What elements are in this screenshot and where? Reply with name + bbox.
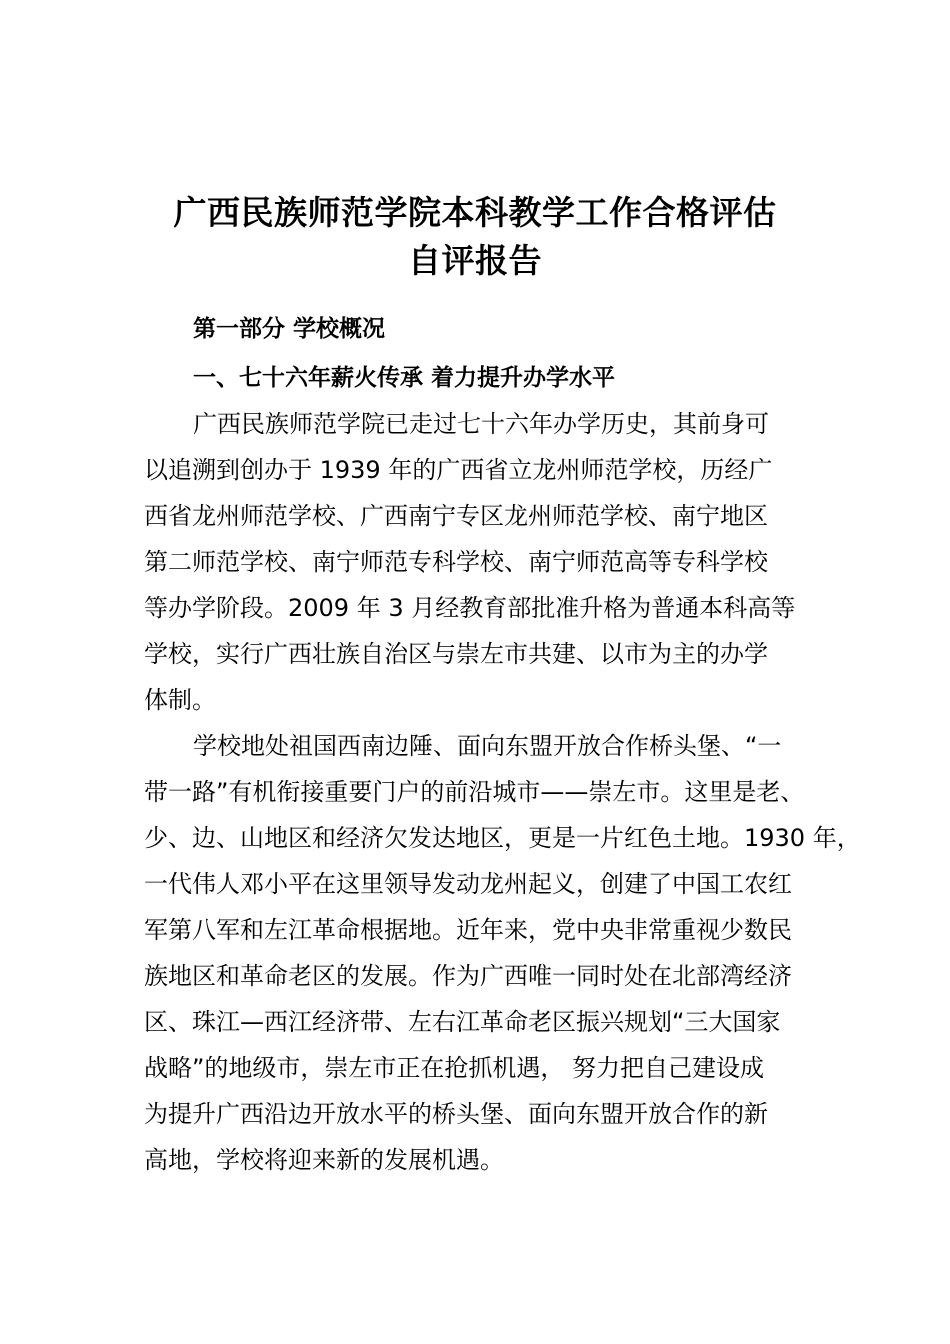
paragraph-2-line: 军第八军和左江革命根据地。近年来，党中央非常重视少数民 (144, 916, 792, 944)
paragraph-2-line: 族地区和革命老区的发展。作为广西唯一同时处在北部湾经济 (144, 962, 792, 990)
document-title-line-2: 自评报告 (408, 241, 542, 280)
paragraph-2-line: 区、珠江—西江经济带、左右江革命老区振兴规划“三大国家 (144, 1008, 781, 1036)
paragraph-1-line: 学校，实行广西壮族自治区与崇左市共建、以市为主的办学 (144, 640, 768, 668)
paragraph-2-line: 少、边、山地区和经济欠发达地区，更是一片红色土地。1930 年， (144, 824, 861, 852)
paragraph-2-line: 高地，学校将迎来新的发展机遇。 (144, 1146, 504, 1174)
paragraph-2-line: 学校地处祖国西南边陲、面向东盟开放合作桥头堡、“一 (193, 732, 782, 760)
paragraph-1-line: 体制。 (144, 686, 216, 714)
paragraph-1-line: 第二师范学校、南宁师范专科学校、南宁师范高等专科学校 (144, 548, 768, 576)
paragraph-2-line: 一代伟人邓小平在这里领导发动龙州起义，创建了中国工农红 (144, 870, 792, 898)
paragraph-2-line: 带一路”有机衔接重要门户的前沿城市——崇左市。这里是老、 (144, 778, 805, 806)
paragraph-1-line: 以追溯到创办于 1939 年的广西省立龙州师范学校，历经广 (144, 456, 773, 484)
paragraph-1-line: 等办学阶段。2009 年 3 月经教育部批准升格为普通本科高等 (144, 594, 796, 622)
section-heading: 一、七十六年薪火传承 着力提升办学水平 (193, 365, 616, 391)
paragraph-1-line: 西省龙州师范学校、广西南宁专区龙州师范学校、南宁地区 (144, 502, 768, 530)
paragraph-2-line: 为提升广西沿边开放水平的桥头堡、面向东盟开放合作的新 (144, 1100, 768, 1128)
part-heading: 第一部分 学校概况 (193, 316, 386, 342)
paragraph-1-line: 广西民族师范学院已走过七十六年办学历史，其前身可 (193, 410, 769, 438)
document-title-line-1: 广西民族师范学院本科教学工作合格评估 (173, 193, 777, 232)
paragraph-2-line: 战略”的地级市，崇左市正在抢抓机遇， 努力把自己建设成 (144, 1054, 765, 1082)
